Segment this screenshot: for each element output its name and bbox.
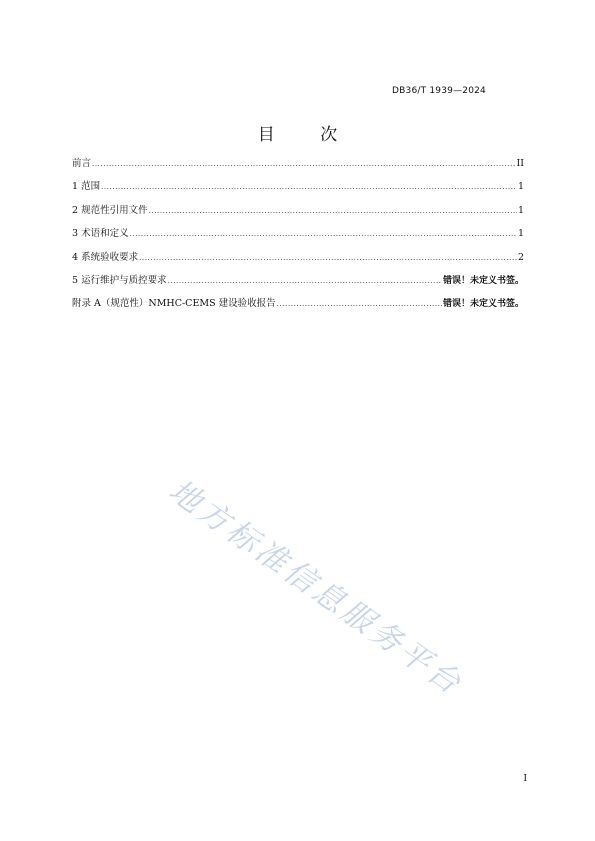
toc-entry-label: 4 系统验收要求: [72, 251, 139, 263]
page-title: 目 次: [257, 125, 358, 145]
toc-entry-page: 2: [517, 251, 524, 263]
toc-entry-label: 1 范围: [72, 181, 101, 193]
watermark: 地方标准信息服务平台: [162, 472, 470, 703]
page-number: I: [523, 774, 527, 784]
toc-leader-dots: [101, 183, 517, 191]
toc-entry-page: 1: [517, 228, 524, 240]
toc-leader-dots: [139, 254, 517, 262]
toc-entry-acceptance-requirements[interactable]: [72, 249, 524, 272]
toc-entry-page: II: [516, 158, 524, 169]
toc-leader-dots: [277, 300, 442, 308]
toc-entry-label: 2 规范性引用文件: [72, 204, 148, 216]
toc-leader-dots: [130, 230, 517, 238]
toc-entry-page: 1: [517, 181, 524, 193]
toc-entry-page: 1: [517, 204, 524, 216]
toc-leader-dots: [92, 160, 515, 168]
toc-entry-terms-definitions[interactable]: [72, 225, 524, 248]
toc-entry-label: 5 运行维护与质控要求: [72, 274, 167, 286]
toc-entry-foreword[interactable]: [72, 155, 524, 178]
toc-entry-scope[interactable]: [72, 178, 524, 201]
toc-entry-page-error: 错误！未定义书签。: [442, 275, 524, 286]
table-of-contents: [72, 155, 524, 319]
toc-entry-label: 3 术语和定义: [72, 228, 129, 240]
toc-entry-appendix-a[interactable]: [72, 295, 524, 318]
toc-leader-dots: [149, 207, 517, 215]
toc-entry-label: 附录 A（规范性）NMHC-CEMS 建设验收报告: [72, 298, 276, 310]
toc-entry-operation-maintenance[interactable]: [72, 272, 524, 295]
toc-entry-normative-references[interactable]: [72, 202, 524, 225]
toc-entry-label: 前言: [72, 158, 92, 169]
toc-leader-dots: [168, 277, 442, 285]
standard-number: DB36/T 1939—2024: [392, 86, 486, 96]
toc-entry-page-error: 错误！未定义书签。: [442, 299, 524, 310]
